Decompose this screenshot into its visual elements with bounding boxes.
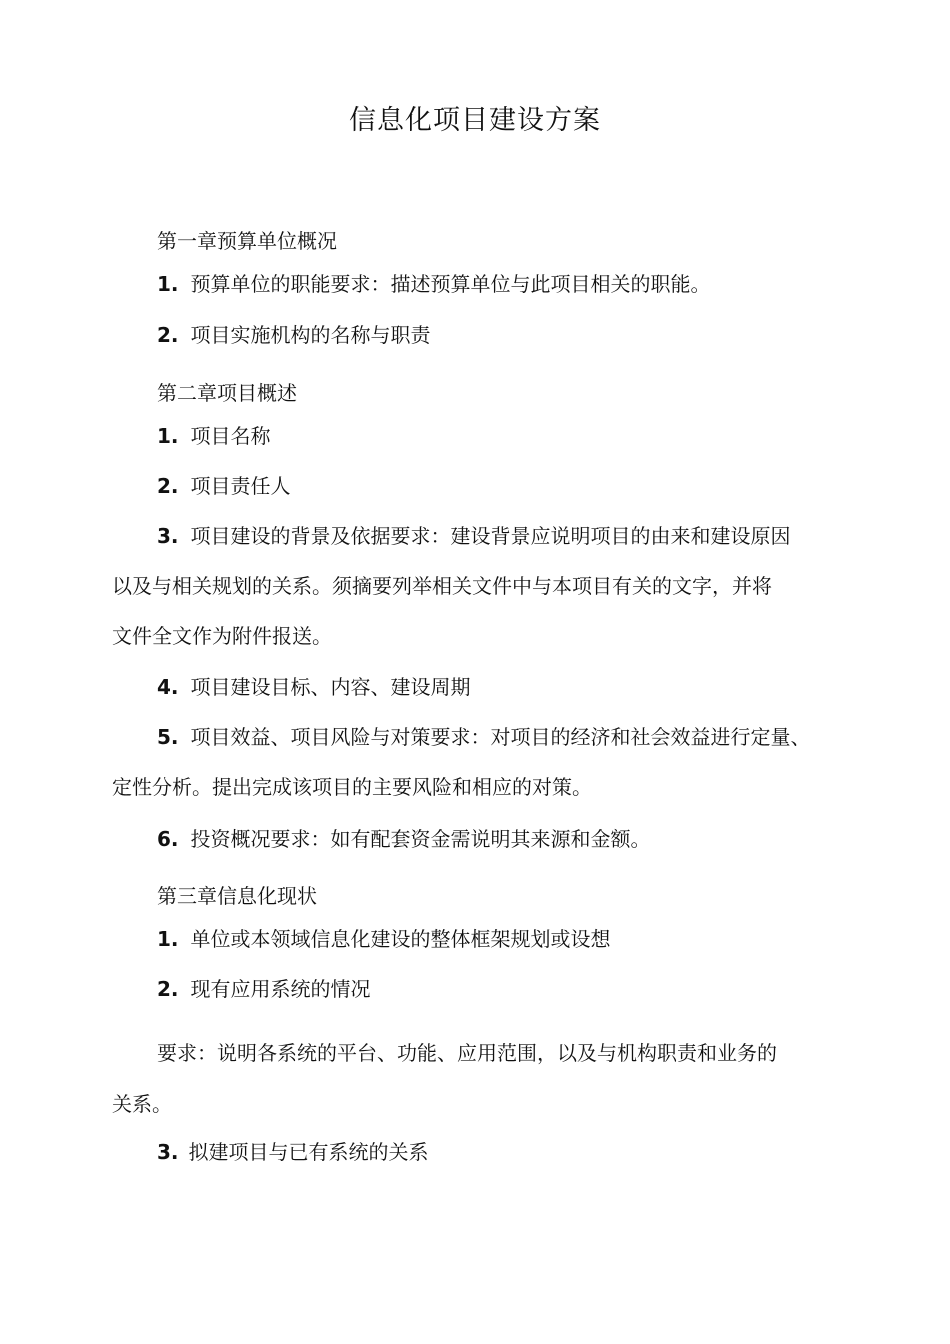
item-number: 6. xyxy=(157,827,179,851)
item-text: 项目实施机构的名称与职责 xyxy=(190,323,431,347)
paragraph-continuation: 关系。 xyxy=(112,1092,172,1116)
item-number: 5. xyxy=(157,725,179,749)
list-item xyxy=(157,422,271,450)
item-number: 3. xyxy=(157,1140,179,1164)
chapter-heading: 第三章信息化现状 xyxy=(157,884,317,908)
item-text: 项目建设目标、内容、建设周期 xyxy=(190,675,471,699)
list-item xyxy=(157,723,811,751)
item-text: 项目名称 xyxy=(190,424,271,448)
list-item xyxy=(157,825,651,853)
item-text: 单位或本领域信息化建设的整体框架规划或设想 xyxy=(190,927,611,951)
paragraph-continuation: 定性分析。提出完成该项目的主要风险和相应的对策。 xyxy=(112,775,592,799)
item-number: 4. xyxy=(157,675,179,699)
item-text: 现有应用系统的情况 xyxy=(190,977,371,1001)
item-text: 投资概况要求：如有配套资金需说明其来源和金额。 xyxy=(190,827,651,851)
list-item xyxy=(157,1138,429,1166)
item-number: 1. xyxy=(157,927,179,951)
list-item xyxy=(157,270,711,298)
chapter-heading: 第一章预算单位概况 xyxy=(157,229,337,253)
requirement-paragraph: 要求：说明各系统的平台、功能、应用范围，以及与机构职责和业务的 xyxy=(157,1041,777,1065)
chapter-heading: 第二章项目概述 xyxy=(157,381,297,405)
list-item xyxy=(157,472,291,500)
item-text: 预算单位的职能要求：描述预算单位与此项目相关的职能。 xyxy=(190,272,711,296)
list-item xyxy=(157,925,611,953)
item-text: 拟建项目与已有系统的关系 xyxy=(188,1140,429,1164)
document-title: 信息化项目建设方案 xyxy=(349,105,601,136)
list-item xyxy=(157,673,471,701)
item-number: 2. xyxy=(157,474,179,498)
list-item xyxy=(157,975,371,1003)
list-item xyxy=(157,321,431,349)
item-number: 2. xyxy=(157,323,179,347)
item-number: 2. xyxy=(157,977,179,1001)
item-number: 1. xyxy=(157,424,179,448)
item-number: 1. xyxy=(157,272,179,296)
list-item xyxy=(157,522,791,550)
paragraph-continuation: 文件全文作为附件报送。 xyxy=(112,624,332,648)
paragraph-continuation: 以及与相关规划的关系。须摘要列举相关文件中与本项目有关的文字，并将 xyxy=(112,574,772,598)
item-number: 3. xyxy=(157,524,179,548)
item-text: 项目效益、项目风险与对策要求：对项目的经济和社会效益进行定量、 xyxy=(190,725,811,749)
item-text: 项目建设的背景及依据要求：建设背景应说明项目的由来和建设原因 xyxy=(190,524,791,548)
item-text: 项目责任人 xyxy=(190,474,291,498)
